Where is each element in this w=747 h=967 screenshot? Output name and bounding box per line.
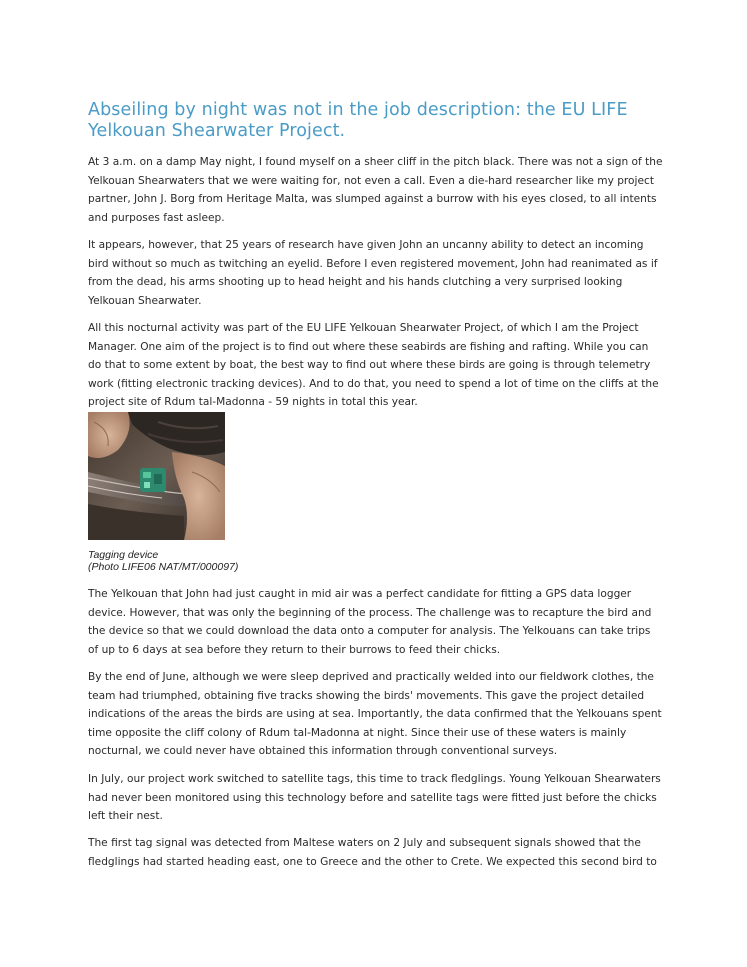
caption-line-1: Tagging device	[88, 549, 159, 561]
tagging-device-photo	[88, 412, 225, 540]
paragraph-5: By the end of June, although we were sleep deprived and practically welded into our fieldwork clothes, the team had triumphed, obtaining five tracks showing the birds' movements. This gave the project detailed indications of the areas the birds are using at sea. Importantly, the data confirmed that the Yelkouans spent time opposite the cliff colony of Rdum tal-Madonna at night. Since their use of these waters is mainly nocturnal, we could never have obtained this information through conventional surveys.	[88, 671, 662, 758]
paragraph-3: All this nocturnal activity was part of the EU LIFE Yelkouan Shearwater Project, of which I am the Project Manager. One aim of the project is to find out where these seabirds are fishing and rafting. While you can do that to some extent by boat, the best way to find out where these birds are going is through telemetry work (fitting electronic tracking devices). And to do that, you need to spend a lot of time on the cliffs at the project site of Rdum tal-Madonna - 59 nights in total this year.	[88, 322, 659, 409]
paragraph-2: It appears, however, that 25 years of research have given John an uncanny ability to detect an incoming bird without so much as twitching an eyelid. Before I even registered movement, John had reanimated as if from the dead, his arms shooting up to head height and his hands clutching a very surprised looking Yelkouan Shearwater.	[88, 239, 658, 307]
paragraph-4: The Yelkouan that John had just caught in mid air was a perfect candidate for fitting a GPS data logger device. However, that was only the beginning of the process. The challenge was to recapture the bird and the device so that we could download the data onto a computer for analysis. The Yelkouans can take trips of up to 6 days at sea before they return to their burrows to feed their chicks.	[88, 588, 652, 656]
paragraph-6: In July, our project work switched to satellite tags, this time to track fledglings. Young Yelkouan Shearwaters had never been monitored using this technology before and satellite tags were fitted just before the chicks left their nest.	[88, 773, 661, 823]
figure-caption	[88, 549, 238, 573]
paragraph-1: At 3 a.m. on a damp May night, I found myself on a sheer cliff in the pitch black. There was not a sign of the Yelkouan Shearwaters that we were waiting for, not even a call. Even a die-hard researcher like my project partner, John J. Borg from Heritage Malta, was slumped against a burrow with his eyes closed, to all intents and purposes fast asleep.	[88, 156, 663, 224]
paragraph-7: The first tag signal was detected from Maltese waters on 2 July and subsequent signals showed that the fledglings had started heading east, one to Greece and the other to Crete. We expected this second bird to	[88, 837, 657, 868]
article-title: Abseiling by night was not in the job description: the EU LIFE Yelkouan Shearwater Project.	[88, 100, 628, 141]
caption-line-2: (Photo LIFE06 NAT/MT/000097)	[88, 561, 239, 573]
